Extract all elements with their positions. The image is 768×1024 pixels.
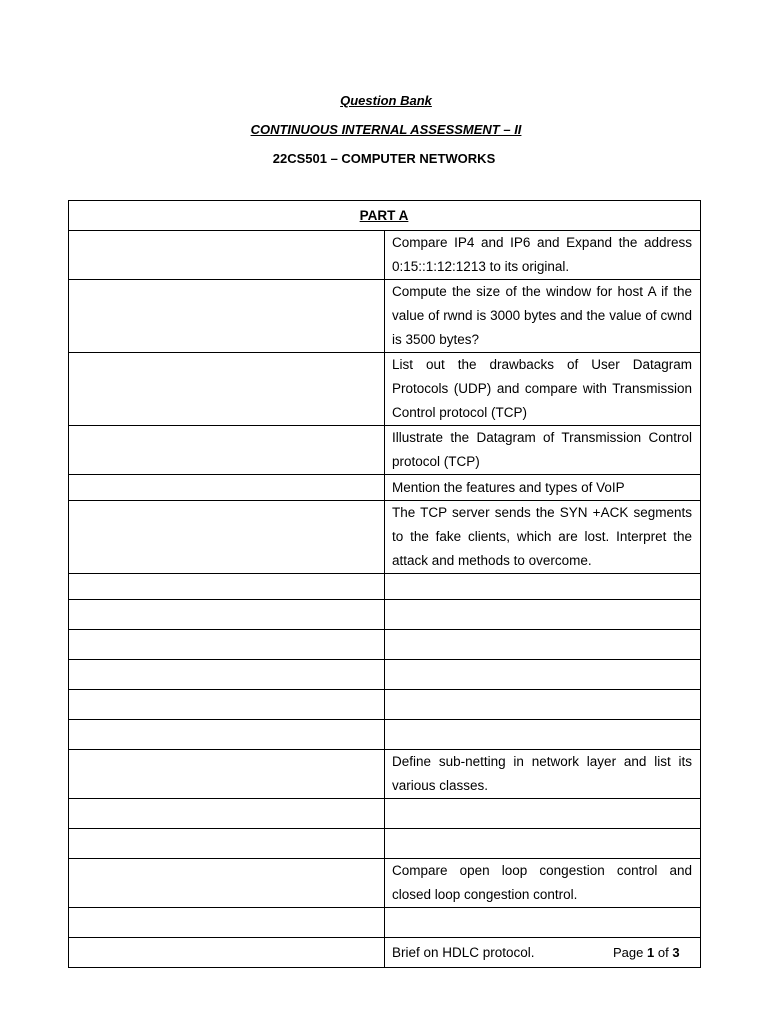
table-row bbox=[69, 475, 701, 501]
question-text bbox=[385, 630, 701, 660]
table-row bbox=[69, 690, 701, 720]
question-text: List out the drawbacks of User Datagram Protocols (UDP) and compare with Transmission Control protocol (TCP) bbox=[385, 353, 701, 426]
question-text: Define sub-netting in network layer and list its various classes. bbox=[385, 750, 701, 799]
question-table bbox=[68, 200, 701, 968]
total-pages-number: 3 bbox=[672, 945, 680, 960]
question-number bbox=[69, 859, 385, 908]
page-footer bbox=[613, 945, 680, 961]
table-row bbox=[69, 660, 701, 690]
question-text bbox=[385, 799, 701, 829]
table-row bbox=[69, 938, 701, 968]
document-title: Question Bank bbox=[340, 93, 432, 108]
question-text bbox=[385, 908, 701, 938]
question-number bbox=[69, 799, 385, 829]
assessment-title: CONTINUOUS INTERNAL ASSESSMENT – II bbox=[250, 122, 522, 137]
table-row bbox=[69, 859, 701, 908]
question-number bbox=[69, 750, 385, 799]
question-text bbox=[385, 574, 701, 600]
table-row bbox=[69, 574, 701, 600]
question-text bbox=[385, 660, 701, 690]
table-row bbox=[69, 750, 701, 799]
question-number bbox=[69, 938, 385, 968]
question-text bbox=[385, 600, 701, 630]
page-label: Page bbox=[613, 945, 644, 960]
course-title: 22CS501 – COMPUTER NETWORKS bbox=[272, 151, 496, 166]
question-text: Illustrate the Datagram of Transmission Control protocol (TCP) bbox=[385, 426, 701, 475]
question-text: The TCP server sends the SYN +ACK segments to the fake clients, which are lost. Interpret the attack and methods to overcome. bbox=[385, 501, 701, 574]
question-text: Compare IP4 and IP6 and Expand the address 0:15::1:12:1213 to its original. bbox=[385, 231, 701, 280]
question-number bbox=[69, 280, 385, 353]
question-number bbox=[69, 231, 385, 280]
question-number bbox=[69, 660, 385, 690]
table-row bbox=[69, 426, 701, 475]
question-text: Compare open loop congestion control and closed loop congestion control. bbox=[385, 859, 701, 908]
table-row bbox=[69, 353, 701, 426]
question-text bbox=[385, 720, 701, 750]
current-page-number: 1 bbox=[647, 945, 655, 960]
question-number bbox=[69, 720, 385, 750]
question-text: Compute the size of the window for host A if the value of rwnd is 3000 bytes and the value of cwnd is 3500 bytes? bbox=[385, 280, 701, 353]
part-a-header: PART A bbox=[69, 201, 701, 231]
question-number bbox=[69, 829, 385, 859]
question-number bbox=[69, 600, 385, 630]
table-row bbox=[69, 280, 701, 353]
question-number bbox=[69, 690, 385, 720]
table-row bbox=[69, 908, 701, 938]
table-row bbox=[69, 231, 701, 280]
question-text: Brief on HDLC protocol. bbox=[385, 938, 701, 968]
question-text: Mention the features and types of VoIP bbox=[385, 475, 701, 501]
question-number bbox=[69, 426, 385, 475]
table-row bbox=[69, 829, 701, 859]
table-row bbox=[69, 720, 701, 750]
question-number bbox=[69, 630, 385, 660]
table-row bbox=[69, 799, 701, 829]
question-text bbox=[385, 690, 701, 720]
of-label: of bbox=[657, 945, 669, 960]
table-row bbox=[69, 501, 701, 574]
question-number bbox=[69, 353, 385, 426]
question-number bbox=[69, 908, 385, 938]
question-number bbox=[69, 501, 385, 574]
question-text bbox=[385, 829, 701, 859]
table-row bbox=[69, 630, 701, 660]
question-number bbox=[69, 574, 385, 600]
table-row bbox=[69, 600, 701, 630]
question-number bbox=[69, 475, 385, 501]
